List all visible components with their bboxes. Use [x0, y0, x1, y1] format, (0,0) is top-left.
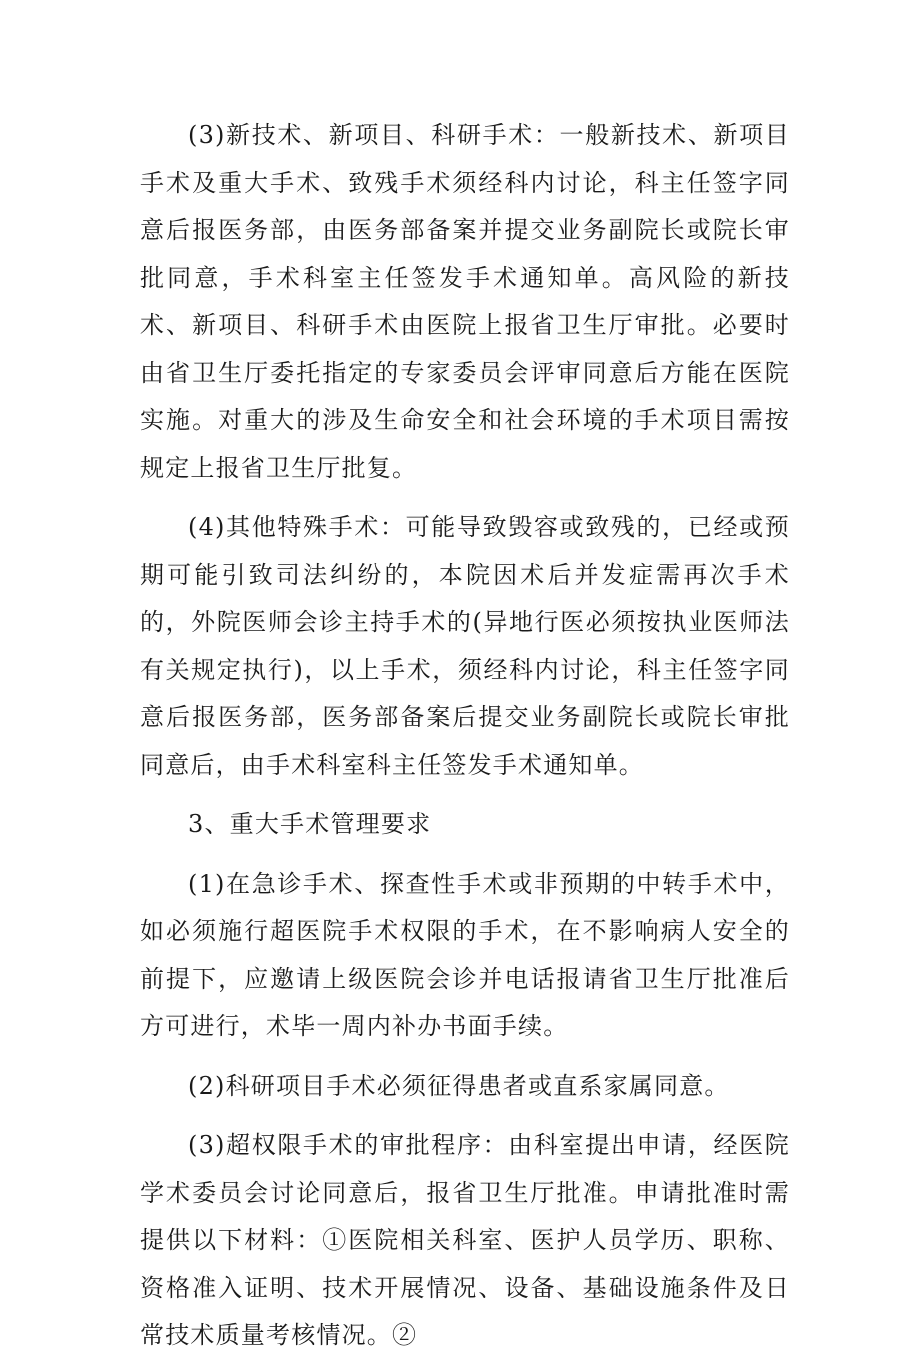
paragraph-other-special-surgery: (4)其他特殊手术：可能导致毁容或致残的，已经或预期可能引致司法纠纷的，本院因术后并发症需再次手术的，外院医师会诊主持手术的(异地行医必须按执业医师法有关规定执行)，以上手术，须经科内讨论，科主任签字同意后报医务部，医务部备案后提交业务副院长或院长审批同意后，由手术科室科主任签发手术通知单。 — [140, 513, 790, 779]
paragraph-emergency-surgery: (1)在急诊手术、探查性手术或非预期的中转手术中，如必须施行超医院手术权限的手术，在不影响病人安全的前提下，应邀请上级医院会诊并电话报请省卫生厅批准后方可进行，术毕一周内补办书面手续。 — [140, 869, 790, 1040]
paragraph-research-consent: (2)科研项目手术必须征得患者或直系家属同意。 — [188, 1071, 730, 1100]
section-heading-major-surgery-requirements: 3、重大手术管理要求 — [188, 810, 432, 838]
paragraph-approval-procedure: (3)超权限手术的审批程序：由科室提出申请，经医院学术委员会讨论同意后，报省卫生厅批准。申请批准时需提供以下材料：①医院相关科室、医护人员学历、职称、资格准入证明、技术开展情况、设备、基础设施条件及日常技术质量考核情况。② — [140, 1131, 790, 1349]
document-body — [140, 112, 790, 1372]
paragraph-new-technology-surgery: (3)新技术、新项目、科研手术：一般新技术、新项目手术及重大手术、致残手术须经科内讨论，科主任签字同意后报医务部，由医务部备案并提交业务副院长或院长审批同意，手术科室主任签发手术通知单。高风险的新技术、新项目、科研手术由医院上报省卫生厅审批。必要时由省卫生厅委托指定的专家委员会评审同意后方能在医院实施。对重大的涉及生命安全和社会环境的手术项目需按规定上报省卫生厅批复。 — [140, 121, 790, 482]
